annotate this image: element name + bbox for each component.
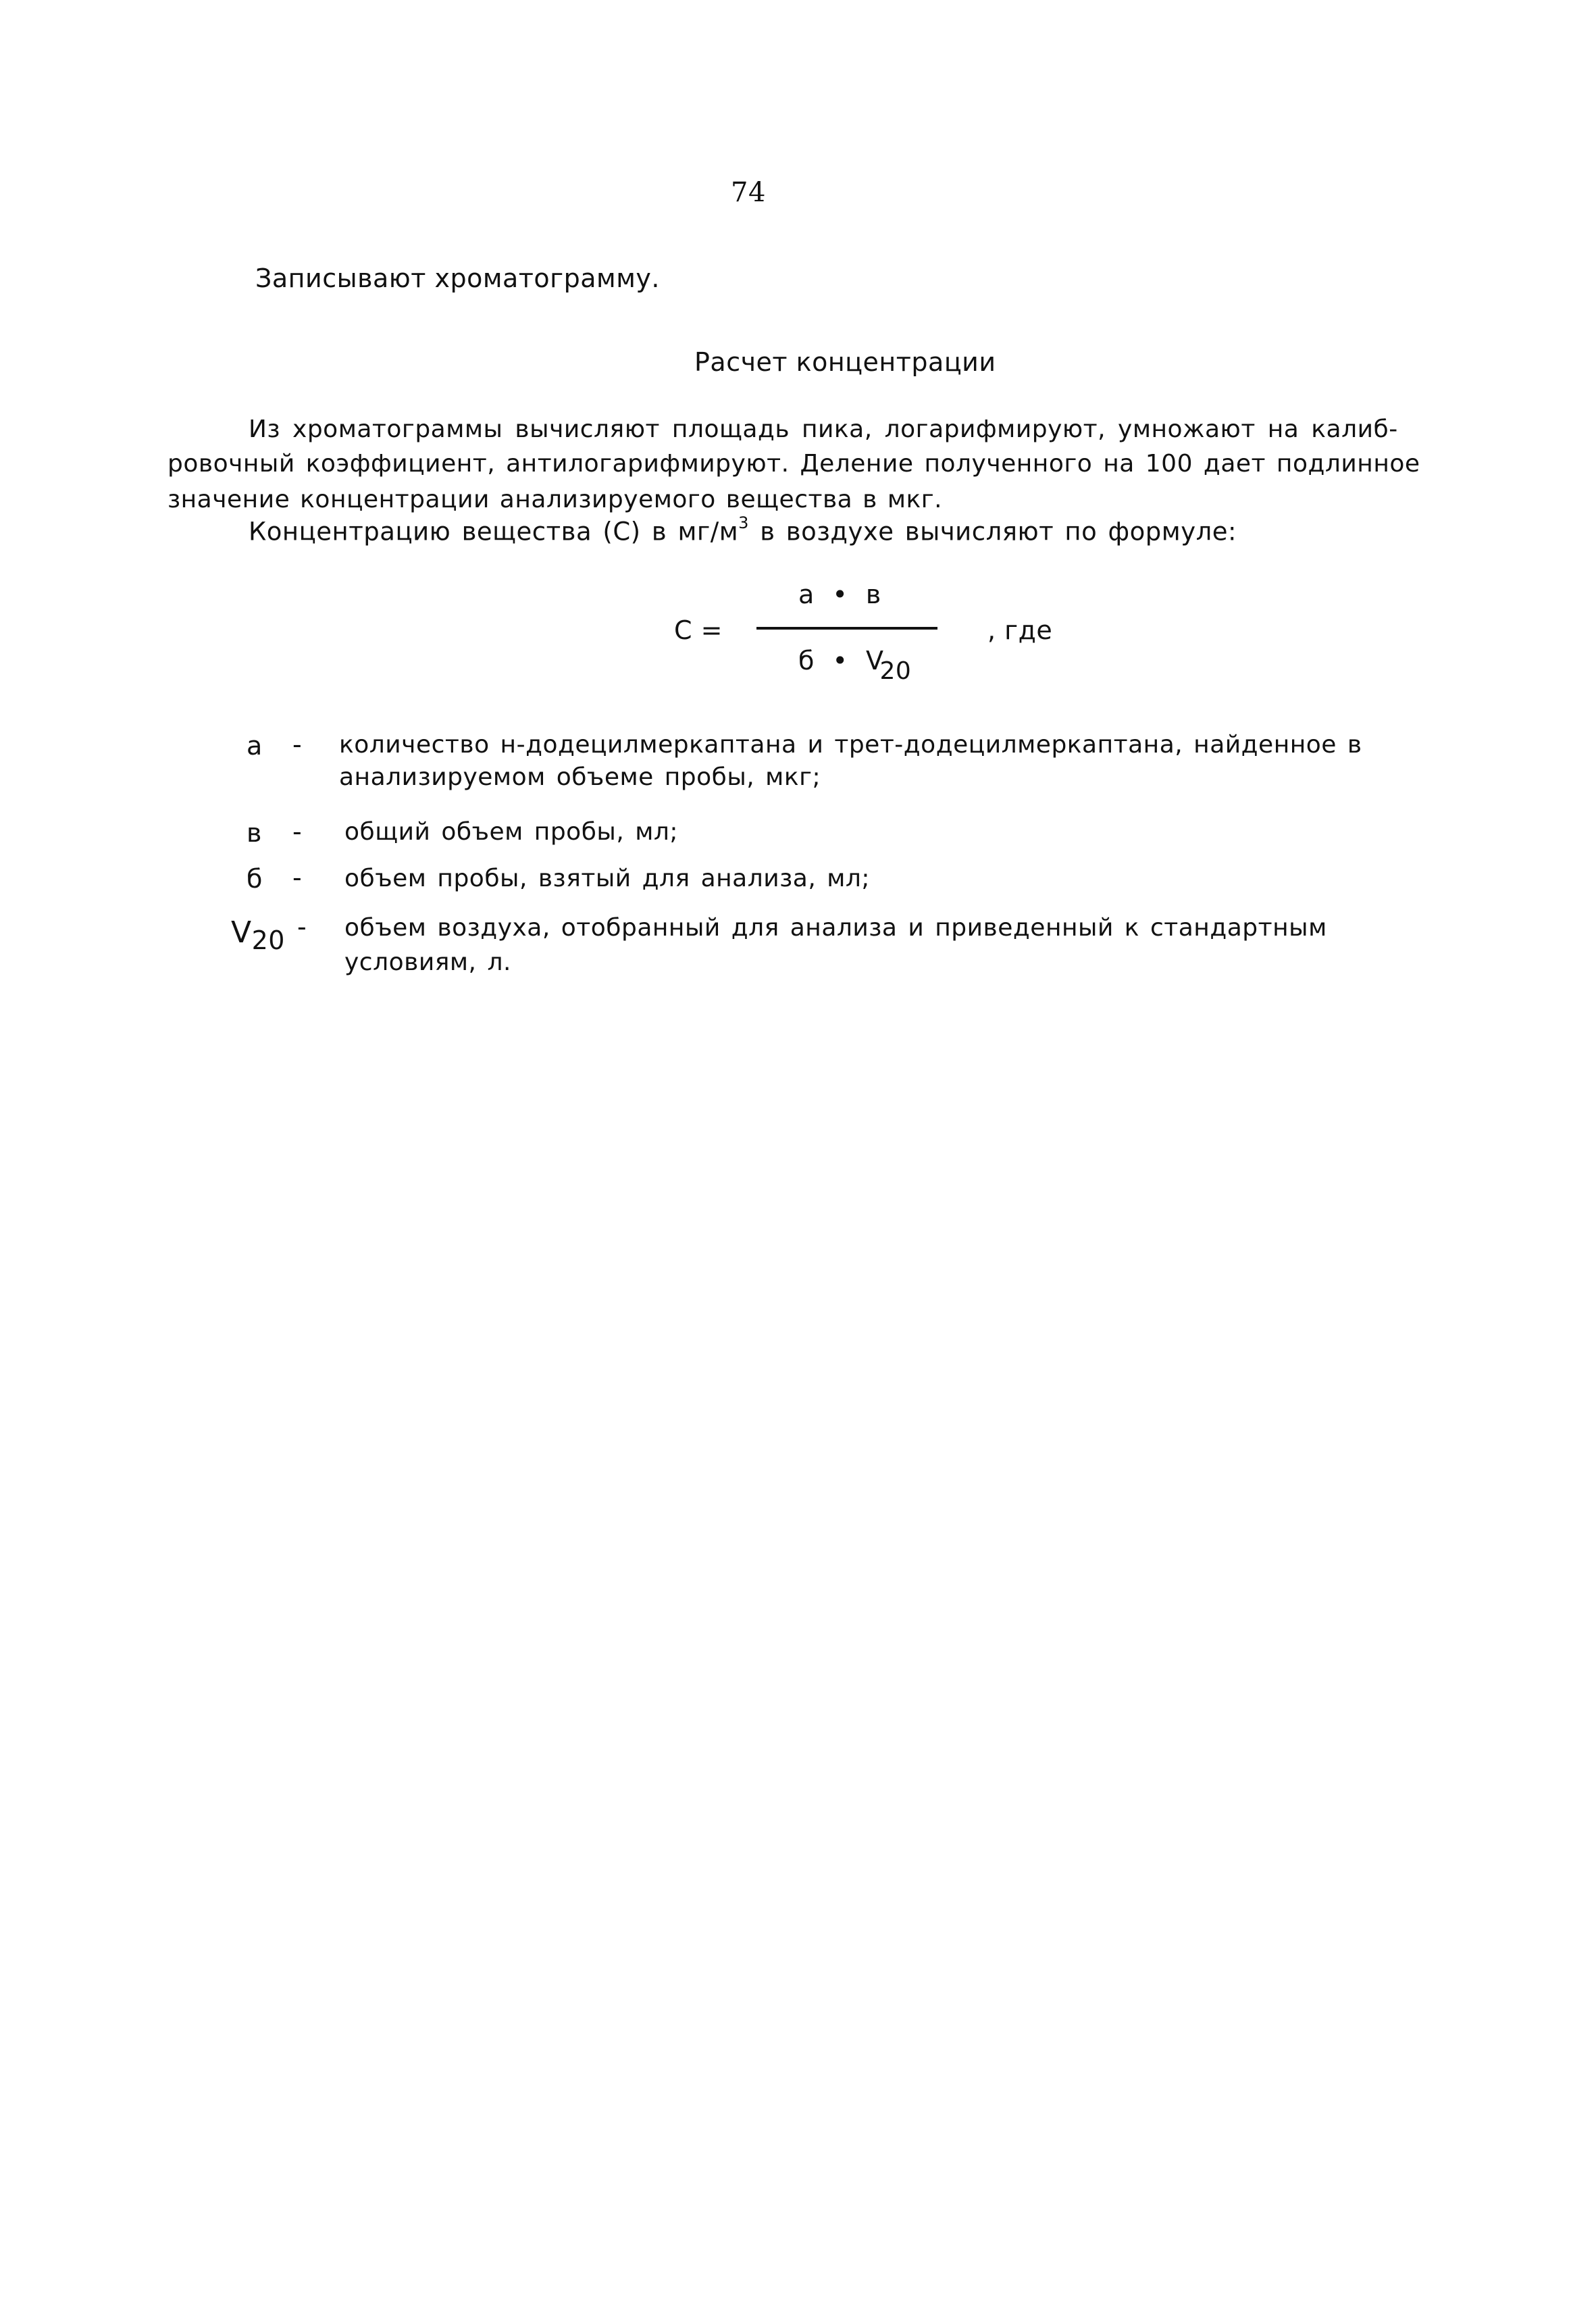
definition-v-line1: общий объем пробы, мл; [344, 818, 679, 846]
formula-numerator: а • в [798, 580, 881, 609]
definition-term-a: а [247, 731, 263, 761]
fraction-bar [756, 627, 937, 630]
section-heading: Расчет концентрации [694, 347, 996, 377]
definition-term-b: б [247, 864, 263, 894]
formula-denominator [798, 646, 915, 685]
paragraph2 [249, 513, 1237, 547]
intro-text: Записывают хроматограмму. [255, 263, 660, 293]
definition-dash: - [292, 817, 303, 846]
paragraph2-text-after: в воздухе вычисляют по формуле: [748, 517, 1237, 547]
formula-lhs: С = [674, 615, 723, 645]
definition-a-line2: анализируемом объеме пробы, мкг; [339, 763, 821, 791]
definition-term-v: в [247, 818, 262, 848]
definition-v20-line1: объем воздуха, отобранный для анализа и приведенный к стандартным [344, 914, 1327, 942]
definition-v20-line2: условиям, л. [344, 948, 511, 976]
definition-dash: - [292, 863, 303, 892]
definition-v20-symbol: V [231, 915, 252, 950]
paragraph1-line3: значение концентрации анализируемого вещества в мкг. [168, 486, 943, 513]
paragraph2-text-before: Концентрацию вещества (С) в мг/м [249, 517, 739, 547]
page-number: 74 [731, 177, 766, 208]
definition-dash: - [297, 912, 307, 942]
definition-a-line1: количество н-додецилмеркаптана и трет-додецилмеркаптана, найденное в [339, 731, 1362, 759]
definition-dash: - [292, 730, 303, 759]
definition-b-line1: объем пробы, взятый для анализа, мл; [344, 865, 871, 892]
paragraph1-line1: Из хроматограммы вычисляют площадь пика, логарифмируют, умножают на калиб- [249, 415, 1398, 443]
formula-where: , где [987, 615, 1053, 645]
definition-term-v20 [231, 915, 285, 955]
superscript-3: 3 [738, 513, 749, 532]
paragraph1-line2: ровочный коэффициент, антилогарифмируют. Деление полученного на 100 дает подлинное [168, 450, 1420, 478]
formula-denominator-main: б • V [798, 646, 884, 676]
formula-denominator-subscript: 20 [879, 657, 912, 685]
definition-v20-subscript: 20 [251, 925, 285, 955]
